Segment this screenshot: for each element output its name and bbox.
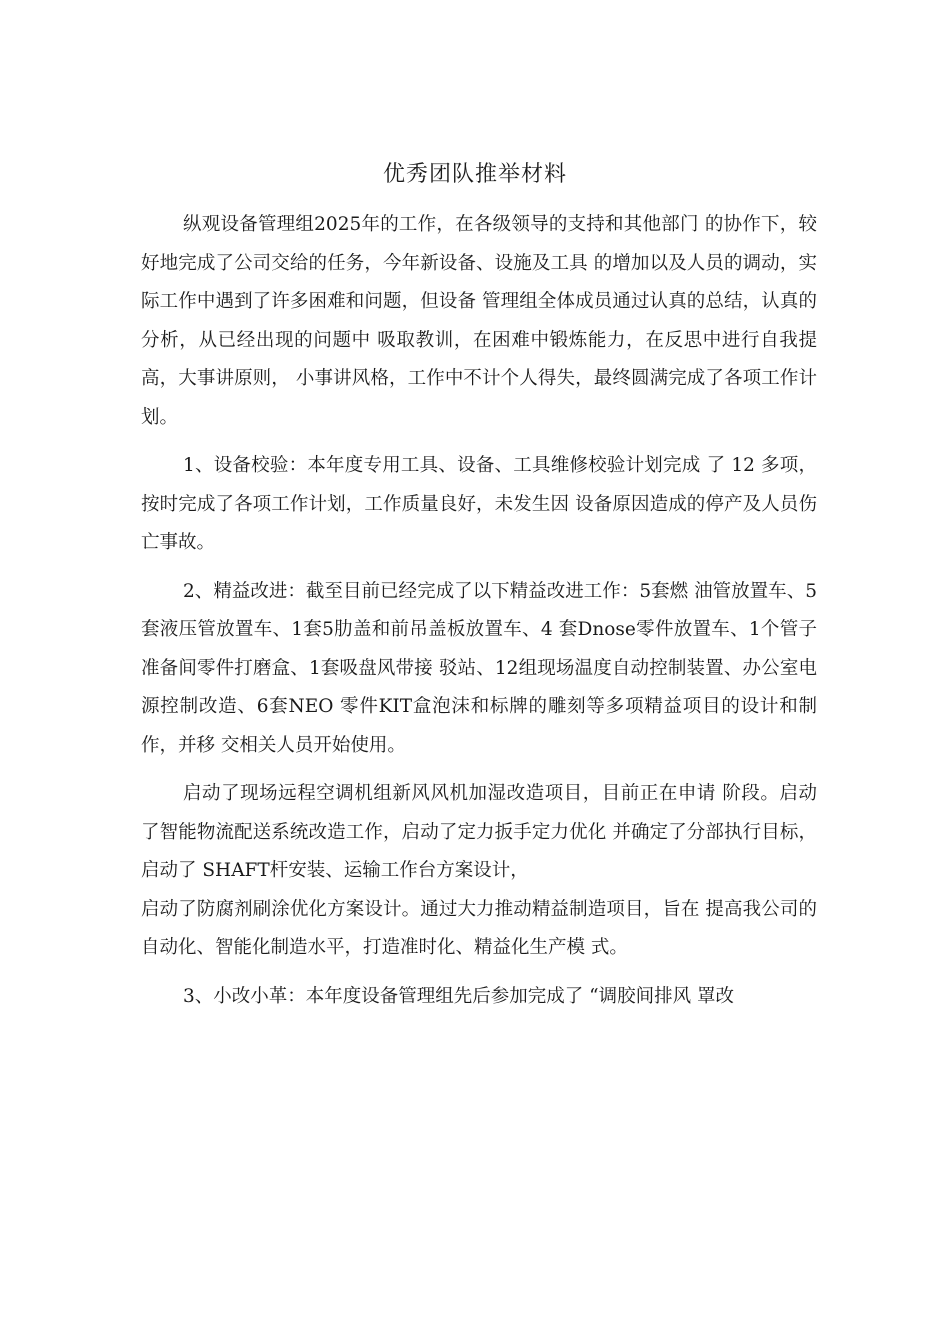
paragraph-projects-started: 启动了现场远程空调机组新风风机加湿改造项目，目前正在申请 阶段。启动了智能物流配送系统改造工作，启动了定力扳手定力优化 并确定了分部执行目标，启动了 SHAFT杆安装、运输工作台方案设计， bbox=[141, 783, 817, 881]
document-title: 优秀团队推举材料 bbox=[382, 162, 567, 187]
paragraph-lean-improvement: 2、精益改进：截至目前已经完成了以下精益改进工作：5套燃 油管放置车、5套液压管放置车、1套5肋盖和前吊盖板放置车、4 套Dnose零件放置车、1个管子准备间零件打磨盒、1套吸盘风带接 驳站、12组现场温度自动控制装置、办公室电源控制改造、6套NEO 零件KIT盒泡沫和标牌的雕刻等多项精益项目的设计和制作，并移 交相关人员开始使用。 bbox=[141, 580, 817, 756]
paragraph-projects-continued: 启动了防腐剂刷涂优化方案设计。通过大力推动精益制造项目，旨在 提高我公司的自动化、智能化制造水平，打造准时化、精益化生产模 式。 bbox=[141, 898, 817, 958]
paragraph-equipment-calibration: 1、设备校验：本年度专用工具、设备、工具维修校验计划完成 了 12 多项，按时完成了各项工作计划，工作质量良好，未发生因 设备原因造成的停产及人员伤亡事故。 bbox=[141, 455, 817, 553]
paragraph-small-reforms: 3、小改小革：本年度设备管理组先后参加完成了 “调胶间排风 罩改 bbox=[183, 985, 734, 1007]
document-body bbox=[141, 206, 817, 1026]
paragraph-intro: 纵观设备管理组2025年的工作，在各级领导的支持和其他部门 的协作下，较好地完成了公司交给的任务，今年新设备、设施及工具 的增加以及人员的调动，实际工作中遇到了许多困难和问题，但设备 管理组全体成员通过认真的总结，认真的分析，从已经出现的问题中 吸取教训，在困难中锻炼能力，在反思中进行自我提高，大事讲原则， 小事讲风格，工作中不计个人得失，最终圆满完成了各项工作计划。 bbox=[141, 214, 817, 428]
